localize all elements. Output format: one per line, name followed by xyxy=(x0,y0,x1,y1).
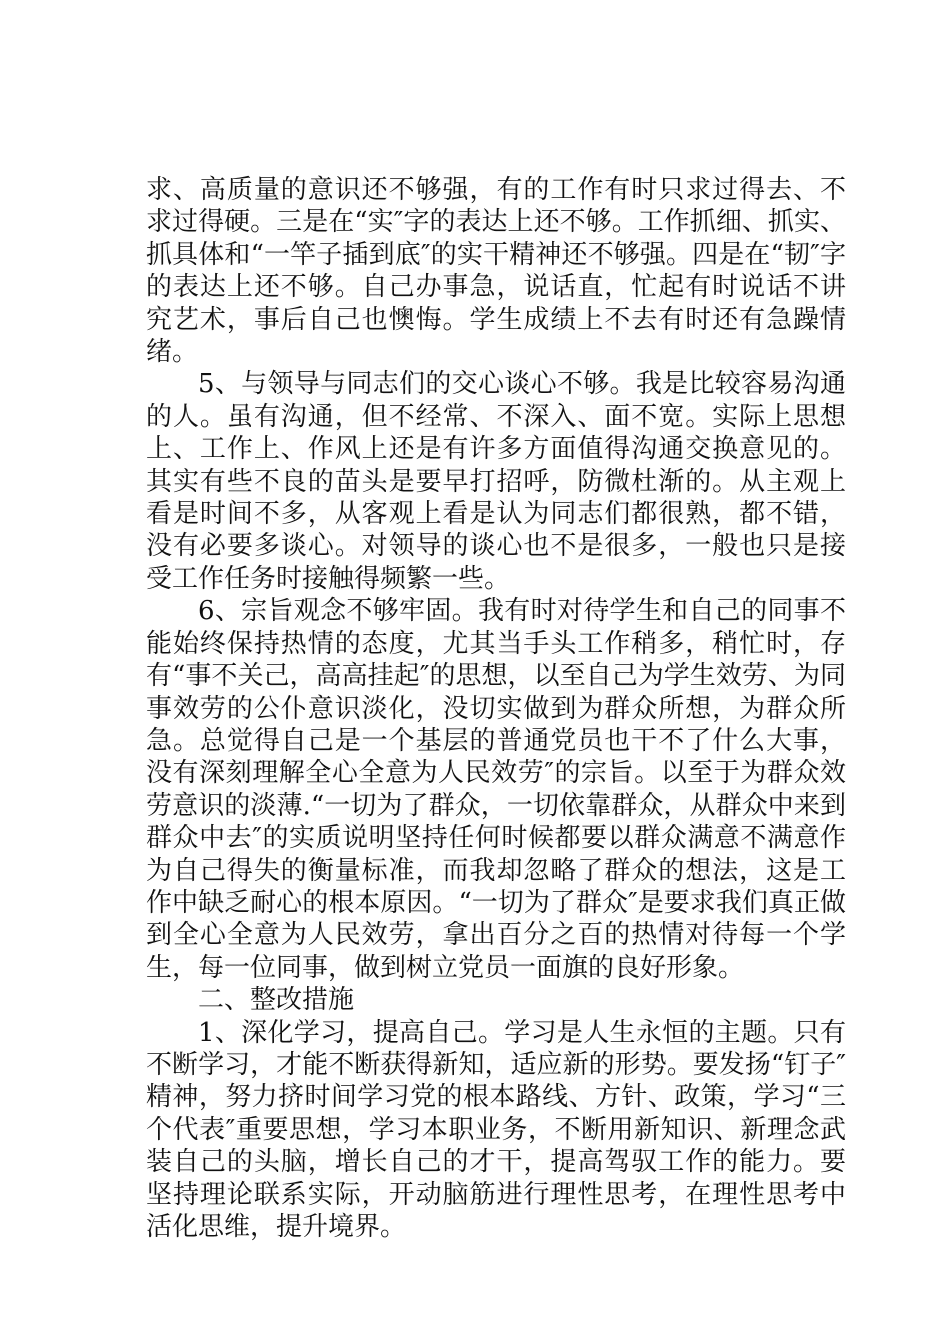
paragraph-item-5: 5、与领导与同志们的交心谈心不够。我是比较容易沟通的人。虽有沟通，但不经常、不深入、面不宽。实际上思想上、工作上、作风上还是有许多方面值得沟通交换意见的。其实有些不良的苗头是要早打招呼，防微杜渐的。从主观上看是时间不多，从客观上看是认为同志们都很熟，都不错，没有必要多谈心。对领导的谈心也不是很多，一般也只是接受工作任务时接触得频繁一些。 xyxy=(146,369,846,594)
paragraph-item-6: 6、宗旨观念不够牢固。我有时对待学生和自己的同事不能始终保持热情的态度，尤其当手头工作稍多，稍忙时，存有“事不关己，高高挂起″的思想，以至自己为学生效劳、为同事效劳的公仆意识淡化，没切实做到为群众所想，为群众所急。总觉得自己是一个基层的普通党员也干不了什么大事，没有深刻理解全心全意为人民效劳″的宗旨。以至于为群众效劳意识的淡薄.“一切为了群众，一切依靠群众，从群众中来到群众中去″的实质说明坚持任何时候都要以群众满意不满意作为自己得失的衡量标准，而我却忽略了群众的想法，这是工作中缺乏耐心的根本原因。“一切为了群众″是要求我们真正做到全心全意为人民效劳，拿出百分之百的热情对待每一个学生，每一位同事，做到树立党员一面旗的良好形象。 xyxy=(146,596,846,983)
section-heading: 二、整改措施 xyxy=(198,985,355,1016)
document-body xyxy=(146,174,846,1243)
paragraph-measure-1: 1、深化学习，提高自己。学习是人生永恒的主题。只有不断学习，才能不断获得新知，适应新的形势。要发扬“钉子″精神，努力挤时间学习党的根本路线、方针、政策，学习“三个代表″重要思想，学习本职业务，不断用新知识、新理念武装自己的头脑，增长自己的才干，提高驾驭工作的能力。要坚持理论联系实际，开动脑筋进行理性思考，在理性思考中活化思维，提升境界。 xyxy=(146,1017,846,1242)
paragraph-continuation: 求、高质量的意识还不够强，有的工作有时只求过得去、不求过得硬。三是在“实″字的表达上还不够。工作抓细、抓实、抓具体和“一竿子插到底″的实干精神还不够强。四是在“韧″字的表达上还不够。自己办事急，说话直，忙起有时说话不讲究艺术，事后自己也懊悔。学生成绩上不去有时还有急躁情绪。 xyxy=(146,175,846,368)
